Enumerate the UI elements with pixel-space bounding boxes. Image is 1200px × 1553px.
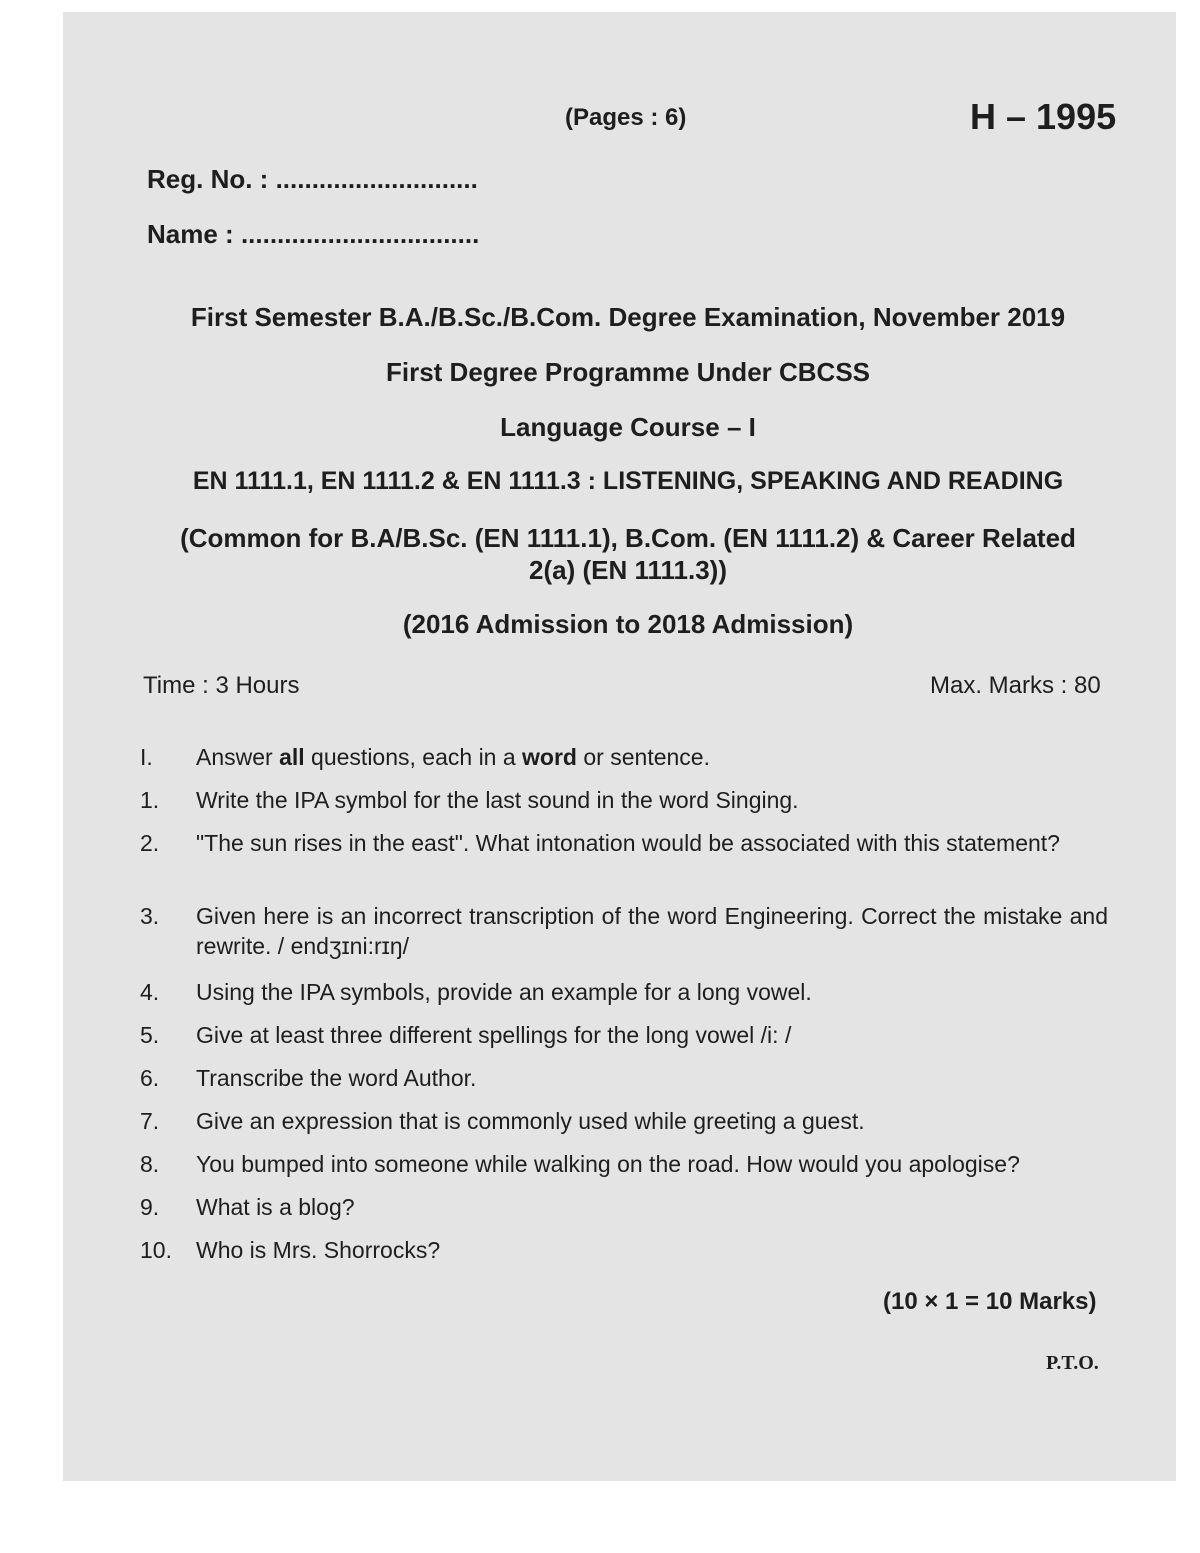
question-text: You bumped into someone while walking on the road. How would you apologise? [196,1151,1020,1177]
question-number: 3. [140,903,160,929]
common-for-line2: 2(a) (EN 1111.3)) [529,555,727,585]
question-number: 7. [140,1108,160,1134]
question-number: 4. [140,979,160,1005]
instruction-part: questions, each in a [304,744,523,770]
subject-title: EN 1111.1, EN 1111.2 & EN 1111.3 : LISTENING, SPEAKING AND READING [192,467,1064,495]
instruction-part: or sentence. [577,744,710,770]
reg-no-blank: ............................ [275,164,478,194]
question-number: 10. [140,1237,172,1263]
name-field [147,219,479,250]
please-turn-over: P.T.O. [1046,1352,1099,1374]
instruction-emphasis-word: word [522,744,577,770]
instruction-part: Answer [196,744,280,770]
reg-no-label: Reg. No. : [147,164,269,194]
question-text: Give an expression that is commonly used while greeting a guest. [196,1108,865,1134]
question-number: 1. [140,787,160,813]
name-label: Name : [147,219,234,249]
question-number: 2. [140,830,160,856]
common-for-line1: (Common for B.A/B.Sc. (EN 1111.1), B.Com. (EN 1111.2) & Career Related [180,523,1076,553]
question-text: What is a blog? [196,1194,355,1220]
page-count: (Pages : 6) [565,104,687,131]
question-number: 6. [140,1065,160,1091]
question-number: 9. [140,1194,160,1220]
paper-code: H – 1995 [970,96,1117,137]
name-blank: ................................. [240,219,480,249]
question-text: Give at least three different spellings for the long vowel /i: / [196,1022,792,1048]
question-text: Transcribe the word Author. [196,1065,477,1091]
instruction-text [196,742,1108,772]
question-number: 5. [140,1022,160,1048]
exam-title: First Semester B.A./B.Sc./B.Com. Degree Examination, November 2019 [190,302,1066,332]
course-title: Language Course – I [500,412,756,442]
programme-title: First Degree Programme Under CBCSS [385,357,871,387]
reg-no-field [147,164,478,195]
question-text: "The sun rises in the east". What intonation would be associated with this statement? [196,830,1060,856]
section-total-marks: (10 × 1 = 10 Marks) [883,1288,1097,1315]
max-marks: Max. Marks : 80 [930,672,1101,699]
question-text: Write the IPA symbol for the last sound in the word Singing. [196,787,799,813]
admission-years: (2016 Admission to 2018 Admission) [402,609,854,639]
instruction-emphasis-all: all [279,744,305,770]
question-number: 8. [140,1151,160,1177]
question-text: Using the IPA symbols, provide an example for a long vowel. [196,979,812,1005]
question-text: Who is Mrs. Shorrocks? [196,1237,441,1263]
question-text: Given here is an incorrect transcription of the word Engineering. Correct the mistake and rewrite. / endʒɪni:rɪŋ/ [196,903,1108,959]
section-number: I. [140,744,153,770]
exam-time: Time : 3 Hours [143,672,300,699]
